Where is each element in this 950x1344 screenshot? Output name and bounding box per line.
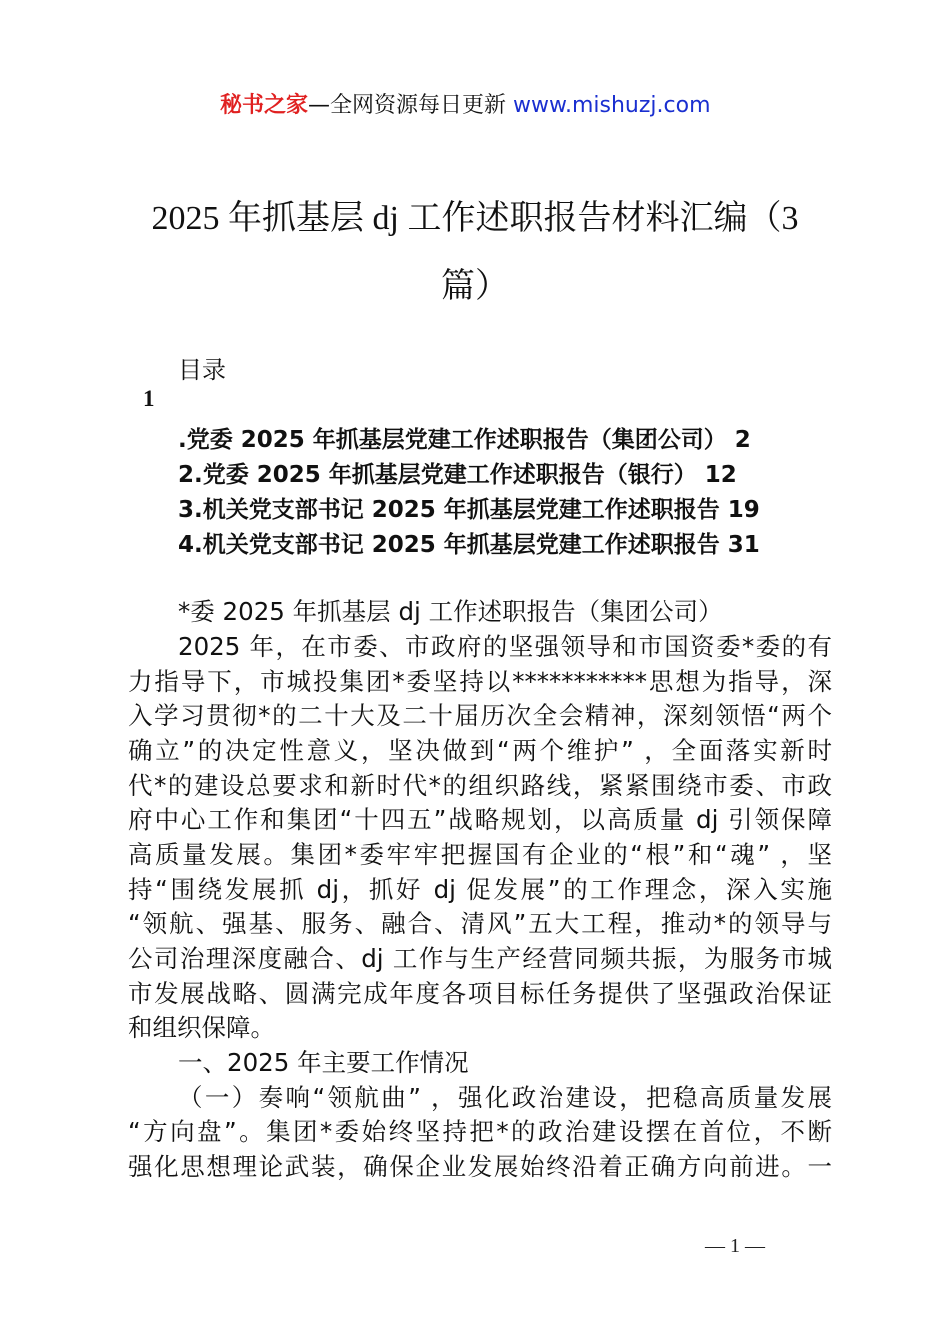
text-line: 高质量发展。集团*委牢牢把握国有企业的“根”和“魂” ，坚	[128, 840, 832, 869]
section-title: *委 2025 年抓基层 dj 工作述职报告（集团公司）	[178, 597, 723, 626]
text-line: 强化思想理论武装，确保企业发展始终沿着正确方向前进。一	[128, 1152, 832, 1181]
brand-name: 秘书之家	[220, 93, 309, 118]
text-line: 持“围绕发展抓 dj，抓好 dj 促发展”的工作理念，深入实施	[128, 875, 832, 904]
document-title: 2025 年抓基层 dj 工作述职报告材料汇编（3	[151, 200, 799, 237]
text-line: 市发展战略、圆满完成年度各项目标任务提供了坚强政治保证	[128, 979, 832, 1008]
header-tagline: —全网资源每日更新	[308, 93, 514, 118]
text-line: 公司治理深度融合、dj 工作与生产经营同频共振，为服务市城	[128, 944, 832, 973]
toc-item[interactable]: 3.机关党支部书记 2025 年抓基层党建工作述职报告 19	[178, 497, 760, 523]
toc-number: 1	[143, 386, 155, 411]
text-line: 和组织保障。	[128, 1013, 275, 1042]
page-number: — 1 —	[705, 1235, 765, 1257]
text-line: 2025 年，在市委、市政府的坚强领导和市国资委*委的有	[178, 632, 832, 661]
text-line: 代*的建设总要求和新时代*的组织路线，紧紧围绕市委、市政	[128, 771, 832, 800]
text-line: 力指导下，市城投集团*委坚持以***********思想为指导，深	[128, 667, 832, 696]
site-url-link[interactable]: www.mishuzj.com	[513, 93, 711, 118]
toc-item[interactable]: 4.机关党支部书记 2025 年抓基层党建工作述职报告 31	[178, 532, 760, 558]
text-line: “领航、强基、服务、融合、清风”五大工程，推动*的领导与	[128, 909, 832, 938]
text-line: 入学习贯彻*的二十大及二十届历次全会精神，深刻领悟“两个	[128, 701, 832, 730]
subsection-heading: （一）奏响“领航曲” ，强化政治建设，把稳高质量发展	[178, 1083, 832, 1112]
text-line: “方向盘”。集团*委始终坚持把*的政治建设摆在首位，不断	[128, 1117, 832, 1146]
section-heading: 一、2025 年主要工作情况	[178, 1048, 469, 1077]
toc-item[interactable]: .党委 2025 年抓基层党建工作述职报告（集团公司） 2	[178, 427, 751, 453]
text-line: 确立”的决定性意义，坚决做到“两个维护” ，全面落实新时	[128, 736, 832, 765]
toc-heading: 目录	[178, 356, 226, 384]
site-header	[220, 88, 711, 119]
toc-item[interactable]: 2.党委 2025 年抓基层党建工作述职报告（银行） 12	[178, 462, 737, 488]
document-title-continued: 篇）	[441, 268, 509, 305]
text-line: 府中心工作和集团“十四五”战略规划，以高质量 dj 引领保障	[128, 805, 832, 834]
